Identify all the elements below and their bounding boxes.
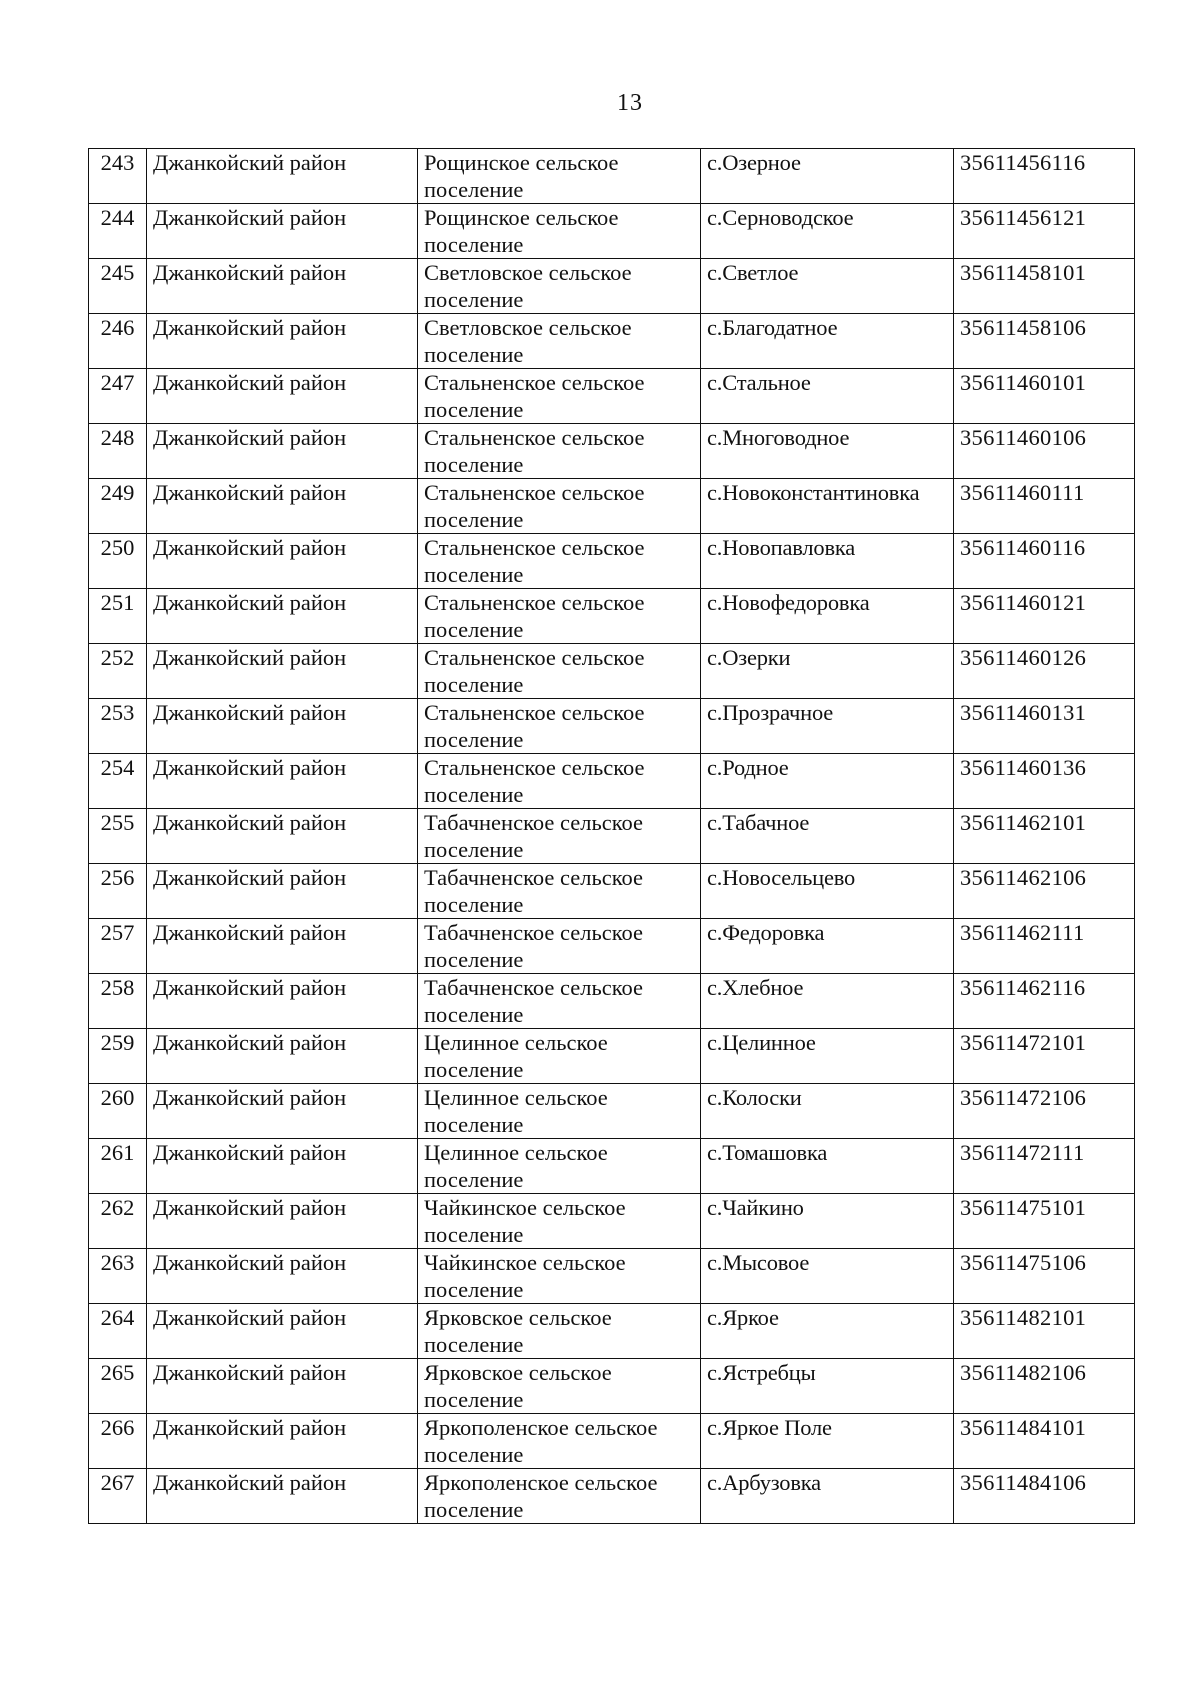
settlement-cell: Стальненское сельское поселение <box>418 644 701 699</box>
district-cell: Джанкойский район <box>147 1304 418 1359</box>
village-cell: с.Чайкино <box>701 1194 954 1249</box>
district-cell: Джанкойский район <box>147 369 418 424</box>
oktmo-code-cell: 35611484106 <box>954 1469 1135 1524</box>
row-number: 246 <box>89 314 147 369</box>
district-cell: Джанкойский район <box>147 259 418 314</box>
district-cell: Джанкойский район <box>147 809 418 864</box>
oktmo-code-cell: 35611460131 <box>954 699 1135 754</box>
table-row <box>89 1359 1135 1414</box>
district-cell: Джанкойский район <box>147 1029 418 1084</box>
settlement-cell: Стальненское сельское поселение <box>418 754 701 809</box>
oktmo-code-cell: 35611462101 <box>954 809 1135 864</box>
oktmo-code-cell: 35611475101 <box>954 1194 1135 1249</box>
village-cell: с.Светлое <box>701 259 954 314</box>
village-cell: с.Новоконстантиновка <box>701 479 954 534</box>
oktmo-code-cell: 35611460101 <box>954 369 1135 424</box>
village-cell: с.Хлебное <box>701 974 954 1029</box>
table-row <box>89 864 1135 919</box>
row-number: 262 <box>89 1194 147 1249</box>
table-row <box>89 1414 1135 1469</box>
table-row <box>89 149 1135 204</box>
row-number: 260 <box>89 1084 147 1139</box>
oktmo-code-cell: 35611458106 <box>954 314 1135 369</box>
district-cell: Джанкойский район <box>147 754 418 809</box>
table-row <box>89 754 1135 809</box>
row-number: 265 <box>89 1359 147 1414</box>
village-cell: с.Федоровка <box>701 919 954 974</box>
oktmo-code-cell: 35611460111 <box>954 479 1135 534</box>
oktmo-code-cell: 35611482101 <box>954 1304 1135 1359</box>
village-cell: с.Стальное <box>701 369 954 424</box>
oktmo-code-cell: 35611456121 <box>954 204 1135 259</box>
settlement-cell: Рощинское сельское поселение <box>418 149 701 204</box>
district-cell: Джанкойский район <box>147 1469 418 1524</box>
table-row <box>89 1304 1135 1359</box>
table-row <box>89 974 1135 1029</box>
settlement-cell: Табачненское сельское поселение <box>418 864 701 919</box>
village-cell: с.Новосельцево <box>701 864 954 919</box>
settlement-cell: Стальненское сельское поселение <box>418 534 701 589</box>
table-row <box>89 1084 1135 1139</box>
village-cell: с.Арбузовка <box>701 1469 954 1524</box>
settlement-cell: Стальненское сельское поселение <box>418 699 701 754</box>
settlement-cell: Табачненское сельское поселение <box>418 809 701 864</box>
row-number: 243 <box>89 149 147 204</box>
settlement-cell: Стальненское сельское поселение <box>418 589 701 644</box>
settlement-cell: Стальненское сельское поселение <box>418 479 701 534</box>
district-cell: Джанкойский район <box>147 1359 418 1414</box>
table-row <box>89 1139 1135 1194</box>
village-cell: с.Прозрачное <box>701 699 954 754</box>
table-row <box>89 919 1135 974</box>
table-row <box>89 479 1135 534</box>
oktmo-code-cell: 35611458101 <box>954 259 1135 314</box>
oktmo-code-cell: 35611462106 <box>954 864 1135 919</box>
district-cell: Джанкойский район <box>147 699 418 754</box>
row-number: 261 <box>89 1139 147 1194</box>
row-number: 247 <box>89 369 147 424</box>
oktmo-code-cell: 35611456116 <box>954 149 1135 204</box>
village-cell: с.Яркое Поле <box>701 1414 954 1469</box>
settlement-cell: Яркополенское сельское поселение <box>418 1414 701 1469</box>
settlement-cell: Ярковское сельское поселение <box>418 1359 701 1414</box>
row-number: 258 <box>89 974 147 1029</box>
village-cell: с.Озерки <box>701 644 954 699</box>
district-cell: Джанкойский район <box>147 479 418 534</box>
table-row <box>89 644 1135 699</box>
district-cell: Джанкойский район <box>147 1194 418 1249</box>
settlement-cell: Целинное сельское поселение <box>418 1139 701 1194</box>
village-cell: с.Колоски <box>701 1084 954 1139</box>
village-cell: с.Новофедоровка <box>701 589 954 644</box>
page-number: 13 <box>617 90 643 116</box>
table-row <box>89 589 1135 644</box>
district-cell: Джанкойский район <box>147 864 418 919</box>
row-number: 249 <box>89 479 147 534</box>
table-row <box>89 809 1135 864</box>
settlement-cell: Табачненское сельское поселение <box>418 919 701 974</box>
table-row <box>89 259 1135 314</box>
table-row <box>89 424 1135 479</box>
village-cell: с.Яркое <box>701 1304 954 1359</box>
row-number: 245 <box>89 259 147 314</box>
settlement-cell: Чайкинское сельское поселение <box>418 1194 701 1249</box>
table-row <box>89 1194 1135 1249</box>
district-cell: Джанкойский район <box>147 1139 418 1194</box>
row-number: 251 <box>89 589 147 644</box>
village-cell: с.Ястребцы <box>701 1359 954 1414</box>
table-row <box>89 1469 1135 1524</box>
district-cell: Джанкойский район <box>147 974 418 1029</box>
oktmo-code-cell: 35611460126 <box>954 644 1135 699</box>
oktmo-code-cell: 35611462116 <box>954 974 1135 1029</box>
settlement-cell: Стальненское сельское поселение <box>418 369 701 424</box>
oktmo-code-cell: 35611472106 <box>954 1084 1135 1139</box>
village-cell: с.Серноводское <box>701 204 954 259</box>
district-cell: Джанкойский район <box>147 1249 418 1304</box>
row-number: 264 <box>89 1304 147 1359</box>
settlement-cell: Целинное сельское поселение <box>418 1084 701 1139</box>
row-number: 257 <box>89 919 147 974</box>
village-cell: с.Родное <box>701 754 954 809</box>
district-cell: Джанкойский район <box>147 424 418 479</box>
settlement-cell: Ярковское сельское поселение <box>418 1304 701 1359</box>
row-number: 263 <box>89 1249 147 1304</box>
settlement-cell: Светловское сельское поселение <box>418 259 701 314</box>
village-cell: с.Табачное <box>701 809 954 864</box>
row-number: 267 <box>89 1469 147 1524</box>
oktmo-code-cell: 35611460136 <box>954 754 1135 809</box>
settlement-cell: Яркополенское сельское поселение <box>418 1469 701 1524</box>
row-number: 256 <box>89 864 147 919</box>
village-cell: с.Целинное <box>701 1029 954 1084</box>
oktmo-code-cell: 35611475106 <box>954 1249 1135 1304</box>
settlement-cell: Целинное сельское поселение <box>418 1029 701 1084</box>
table-row <box>89 1249 1135 1304</box>
table-row <box>89 534 1135 589</box>
row-number: 248 <box>89 424 147 479</box>
table-row <box>89 369 1135 424</box>
table-row <box>89 314 1135 369</box>
settlement-cell: Стальненское сельское поселение <box>418 424 701 479</box>
settlement-cell: Светловское сельское поселение <box>418 314 701 369</box>
row-number: 266 <box>89 1414 147 1469</box>
settlement-cell: Рощинское сельское поселение <box>418 204 701 259</box>
oktmo-code-cell: 35611484101 <box>954 1414 1135 1469</box>
village-cell: с.Томашовка <box>701 1139 954 1194</box>
oktmo-code-cell: 35611472111 <box>954 1139 1135 1194</box>
district-cell: Джанкойский район <box>147 149 418 204</box>
row-number: 253 <box>89 699 147 754</box>
district-cell: Джанкойский район <box>147 314 418 369</box>
oktmo-code-cell: 35611462111 <box>954 919 1135 974</box>
row-number: 259 <box>89 1029 147 1084</box>
oktmo-code-cell: 35611460116 <box>954 534 1135 589</box>
oktmo-code-cell: 35611460121 <box>954 589 1135 644</box>
district-cell: Джанкойский район <box>147 589 418 644</box>
district-cell: Джанкойский район <box>147 1084 418 1139</box>
settlements-table <box>88 148 1135 1524</box>
settlement-cell: Табачненское сельское поселение <box>418 974 701 1029</box>
oktmo-code-cell: 35611482106 <box>954 1359 1135 1414</box>
village-cell: с.Многоводное <box>701 424 954 479</box>
table-row <box>89 699 1135 754</box>
row-number: 254 <box>89 754 147 809</box>
oktmo-code-cell: 35611472101 <box>954 1029 1135 1084</box>
district-cell: Джанкойский район <box>147 534 418 589</box>
oktmo-code-cell: 35611460106 <box>954 424 1135 479</box>
district-cell: Джанкойский район <box>147 204 418 259</box>
table-body <box>89 149 1135 1524</box>
row-number: 250 <box>89 534 147 589</box>
row-number: 252 <box>89 644 147 699</box>
row-number: 244 <box>89 204 147 259</box>
village-cell: с.Озерное <box>701 149 954 204</box>
district-cell: Джанкойский район <box>147 644 418 699</box>
village-cell: с.Новопавловка <box>701 534 954 589</box>
district-cell: Джанкойский район <box>147 919 418 974</box>
district-cell: Джанкойский район <box>147 1414 418 1469</box>
village-cell: с.Благодатное <box>701 314 954 369</box>
row-number: 255 <box>89 809 147 864</box>
table-row <box>89 1029 1135 1084</box>
table-row <box>89 204 1135 259</box>
settlement-cell: Чайкинское сельское поселение <box>418 1249 701 1304</box>
village-cell: с.Мысовое <box>701 1249 954 1304</box>
